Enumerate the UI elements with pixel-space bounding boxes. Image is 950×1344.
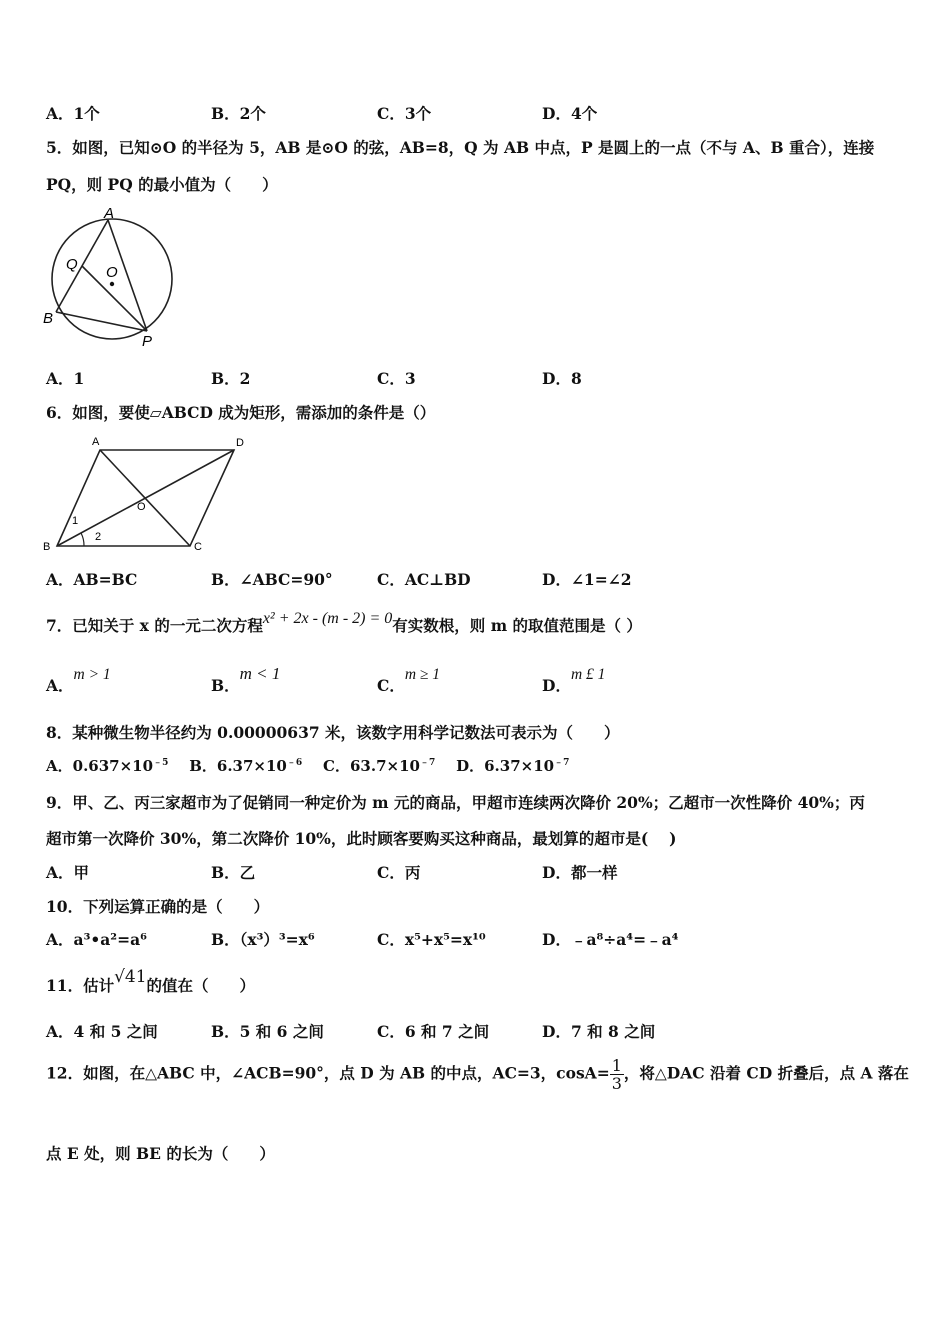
q8-stem: 8．某种微生物半径约为 0.00000637 米，该数字用科学记数法可表示为（ ） xyxy=(46,723,620,742)
parallelogram-icon: ▱ xyxy=(149,404,162,422)
q9-option-c: C．丙 xyxy=(377,863,421,882)
q7-option-a: A．m > 1 xyxy=(46,666,111,695)
q7-equation: x² + 2x - (m - 2) = 0 xyxy=(262,610,393,627)
q4-option-d: D．4个 xyxy=(542,104,598,123)
q10-option-d: D．﹣a⁸÷a⁴=﹣a⁴ xyxy=(542,930,679,949)
q12-stem-line2: 点 E 处，则 BE 的长为（ ） xyxy=(46,1144,275,1163)
q11-stem: 11．估计√41的值在（ ） xyxy=(46,967,256,995)
q5-center-dot xyxy=(110,282,114,286)
q6-parallelogram-figure xyxy=(40,432,260,554)
q10-option-b: B．（x³）³=x⁶ xyxy=(211,930,315,949)
q11-option-b: B．5 和 6 之间 xyxy=(211,1022,324,1041)
q7-option-d: D．m £ 1 xyxy=(542,666,606,695)
q6-angle-arc xyxy=(81,533,84,546)
q6-label-o: O xyxy=(137,501,146,513)
q6-option-c: C．AC⊥BD xyxy=(377,570,471,589)
q6-diagonal-bd xyxy=(57,450,234,546)
q6-option-a: A．AB=BC xyxy=(46,570,138,589)
q5-option-b: B．2 xyxy=(211,369,251,388)
q5-circle-figure xyxy=(40,203,180,353)
q10-stem: 10．下列运算正确的是（ ） xyxy=(46,897,270,916)
q6-option-b: B．∠ABC=90° xyxy=(211,570,333,589)
q4-option-a: A．1个 xyxy=(46,104,100,123)
q5-stem-line1: 5．如图，已知⊙O 的半径为 5，AB 是⊙O 的弦，AB=8，Q 为 AB 中点，P 是圆上的一点（不与 A、B 重合），连接 xyxy=(46,138,875,157)
q6-stem: 6．如图，要使▱ABCD 成为矩形，需添加的条件是（） xyxy=(46,403,436,422)
q7-option-c: C．m ≥ 1 xyxy=(377,666,441,695)
q5-label-b: B xyxy=(43,310,54,327)
q5-label-a: A xyxy=(104,205,115,222)
q9-stem-line1: 9．甲、乙、丙三家超市为了促销同一种定价为 m 元的商品，甲超市连续两次降价 20%；乙超市一次性降价 40%；丙 xyxy=(46,793,865,812)
q11-option-c: C．6 和 7 之间 xyxy=(377,1022,490,1041)
q7-option-b: B．m < 1 xyxy=(211,664,281,695)
q6-label-b: B xyxy=(43,541,51,553)
q6-option-d: D．∠1=∠2 xyxy=(542,570,632,589)
q8-option-a: A．$0.637\times 10^{﹣5}$ xyxy=(46,757,169,775)
q12-fraction: $\frac{1}{3}$ xyxy=(611,1056,622,1093)
q11-option-a: A．4 和 5 之间 xyxy=(46,1022,158,1041)
q9-option-d: D．都一样 xyxy=(542,863,618,882)
q5-option-c: C．3 xyxy=(377,369,416,388)
q8-option-b: B．$6.37\times 10^{﹣6}$ xyxy=(189,757,303,775)
q5-option-d: D．8 xyxy=(542,369,582,388)
q4-option-c: C．3个 xyxy=(377,104,432,123)
q11-radical: √41 xyxy=(114,967,147,987)
q9-stem-line2: 超市第一次降价 30%，第二次降价 10%，此时顾客要购买这种商品，最划算的超市是( ) xyxy=(46,829,677,848)
q5-label-o: O xyxy=(106,264,118,281)
q5-option-a: A．1 xyxy=(46,369,85,388)
q9-option-a: A．甲 xyxy=(46,863,90,882)
q9-option-b: B．乙 xyxy=(211,863,256,882)
q8-option-c: C．$63.7\times 10^{﹣7}$ xyxy=(323,757,436,775)
q11-option-d: D．7 和 8 之间 xyxy=(542,1022,656,1041)
q5-stem-line2: PQ，则 PQ 的最小值为（ ） xyxy=(46,175,278,194)
q8-option-d: D．$6.37\times 10^{﹣7}$ xyxy=(456,757,570,775)
q5-label-p: P xyxy=(142,333,153,350)
q12-stem-line1: 12．如图，在△ABC 中，∠ACB=90°，点 D 为 AB 的中点，AC=3，cosA= $\frac{1}{3}$ ，将△DAC 沿着 CD 折叠后，点 A 落在 xyxy=(46,1056,909,1093)
q8-options xyxy=(46,755,569,776)
q6-label-a: A xyxy=(92,436,100,448)
q6-label-angle2: 2 xyxy=(95,531,102,543)
q7-stem: 7．已知关于 x 的一元二次方程x² + 2x - (m - 2) = 0有实数根，则 m 的取值范围是（ ） xyxy=(46,610,642,635)
q5-label-q: Q xyxy=(66,256,78,273)
q4-option-b: B．2个 xyxy=(211,104,266,123)
q6-label-angle1: 1 xyxy=(72,515,79,527)
q10-option-c: C．x⁵+x⁵=x¹⁰ xyxy=(377,930,486,949)
q6-label-d: D xyxy=(236,437,244,449)
q10-option-a: A．a³•a²=a⁶ xyxy=(46,930,147,949)
q6-label-c: C xyxy=(194,541,202,553)
